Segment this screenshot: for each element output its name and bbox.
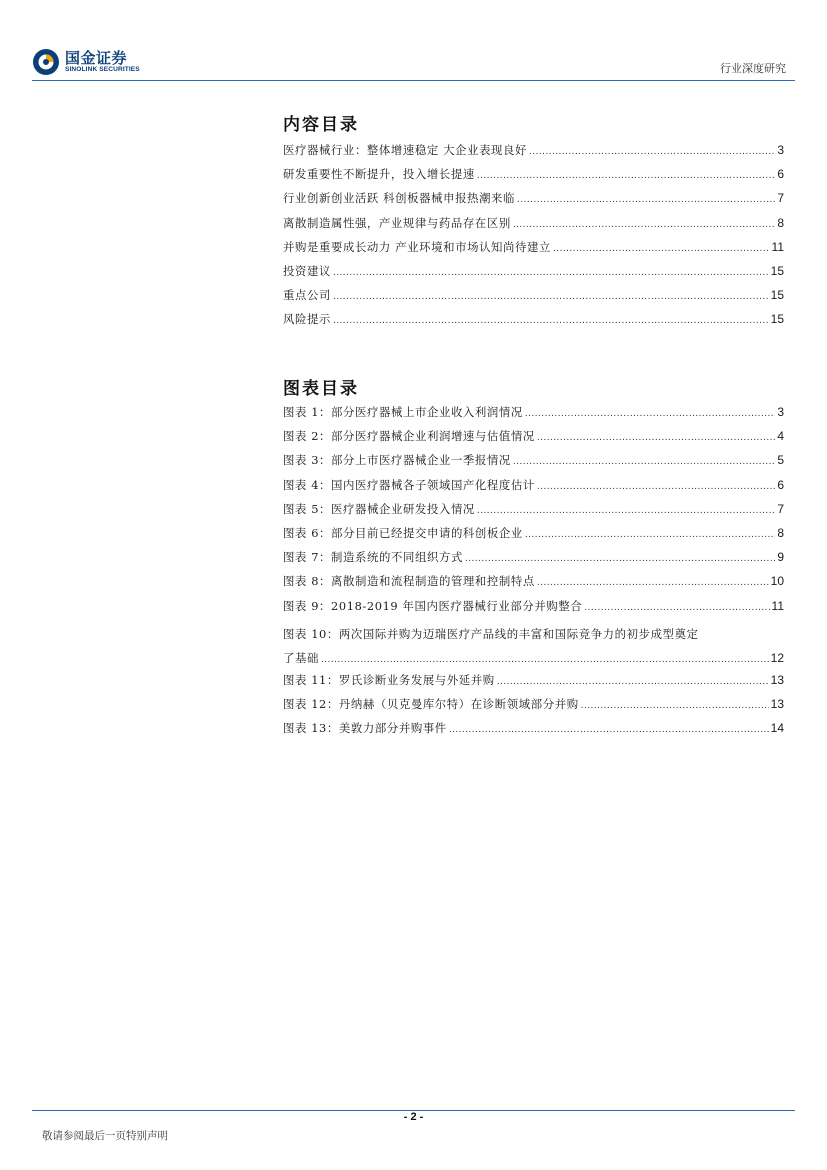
figure-entry-13[interactable] <box>283 720 784 744</box>
figure-entry-text: 图表 1：部分医疗器械上市企业收入利润情况 <box>283 405 523 419</box>
toc-entry-4[interactable] <box>283 215 784 239</box>
figure-entry-page: 5 <box>777 453 784 468</box>
page-number: - 2 - <box>403 1111 424 1123</box>
dot-leader <box>581 700 769 711</box>
figure-entry-text: 图表 8：离散制造和流程制造的管理和控制特点 <box>283 574 535 589</box>
figure-entry-7[interactable] <box>283 549 784 573</box>
figure-entry-text: 图表 13：美敦力部分并购事件 <box>283 721 447 736</box>
toc-entry-text: 医疗器械行业：整体增速稳定 大企业表现良好 <box>283 143 528 157</box>
figure-entry-page: 7 <box>777 501 784 516</box>
dot-leader <box>584 602 769 613</box>
dot-leader <box>513 219 775 230</box>
dot-leader <box>537 432 775 443</box>
figure-entry-page: 6 <box>777 477 784 492</box>
toc-entry-text: 投资建议 <box>283 263 331 278</box>
figure-entry-10[interactable] <box>283 622 784 672</box>
dot-leader <box>525 408 775 419</box>
toc-entry-page: 15 <box>770 288 784 303</box>
figure-entry-text: 图表 10：两次国际并购为迈瑞医疗产品线的丰富和国际竞争力的初步成型奠定 <box>283 626 699 641</box>
report-category: 行业深度研究 <box>720 62 786 75</box>
toc-entry-text: 行业创新创业活跃 科创板器械申报热潮来临 <box>283 191 516 206</box>
figure-entry-text: 图表 7：制造系统的不同组织方式 <box>283 550 463 565</box>
figures-title: 图表目录 <box>283 379 359 399</box>
figure-entry-text: 图表 4：国内医疗器械各子领域国产化程度估计 <box>283 477 535 492</box>
figure-entry-text: 图表 12：丹纳赫（贝克曼库尔特）在诊断领域部分并购 <box>283 697 579 712</box>
toc-entry-page: 6 <box>777 167 784 182</box>
figure-entry-text-continued: 了基础 <box>283 650 319 665</box>
figure-entry-2[interactable] <box>283 428 784 452</box>
toc-entry-7[interactable] <box>283 287 784 311</box>
figure-entry-page: 4 <box>777 429 784 444</box>
footer-disclaimer: 敬请参阅最后一页特别声明 <box>42 1130 168 1142</box>
toc-entry-3[interactable] <box>283 190 784 214</box>
toc-entry-text: 离散制造属性强，产业规律与药品存在区别 <box>283 215 511 230</box>
figure-entry-page: 10 <box>770 574 784 589</box>
dot-leader <box>525 529 775 540</box>
toc-entry-2[interactable] <box>283 166 784 190</box>
figures-list <box>283 404 784 745</box>
figure-entry-8[interactable] <box>283 573 784 597</box>
figure-entry-page: 13 <box>770 697 784 712</box>
figure-entry-9[interactable] <box>283 598 784 622</box>
company-logo <box>32 48 162 78</box>
toc-entry-page: 11 <box>771 239 784 254</box>
toc-entry-page: 8 <box>777 215 784 230</box>
toc-entry-6[interactable] <box>283 263 784 287</box>
figure-entry-text: 图表 6：部分目前已经提交申请的科创板企业 <box>283 525 523 540</box>
dot-leader <box>321 648 769 672</box>
figure-entry-3[interactable] <box>283 452 784 476</box>
contents-title: 内容目录 <box>283 115 359 135</box>
dot-leader <box>449 724 769 735</box>
dot-leader <box>517 194 775 205</box>
figure-entry-text: 图表 9：2018-2019 年国内医疗器械行业部分并购整合 <box>283 598 583 613</box>
toc-entry-text: 风险提示 <box>283 312 331 327</box>
figure-entry-continuation <box>283 646 784 672</box>
dot-leader <box>537 481 775 492</box>
dot-leader <box>477 170 775 181</box>
toc-entry-page: 7 <box>777 191 784 206</box>
figure-entry-page: 12 <box>770 650 784 665</box>
dot-leader <box>333 291 769 302</box>
toc-entry-page: 15 <box>770 263 784 278</box>
figure-entry-text: 图表 3：部分上市医疗器械企业一季报情况 <box>283 453 511 468</box>
figure-entry-6[interactable] <box>283 525 784 549</box>
dot-leader <box>513 456 775 467</box>
dot-leader <box>465 553 775 564</box>
figure-entry-page: 13 <box>770 673 784 688</box>
dot-leader <box>537 577 769 588</box>
toc-entry-page: 3 <box>777 143 784 157</box>
toc-entry-8[interactable] <box>283 311 784 335</box>
dot-leader <box>333 315 769 326</box>
figure-entry-page: 3 <box>777 405 784 419</box>
figure-entry-text: 图表 2：部分医疗器械企业利润增速与估值情况 <box>283 429 535 444</box>
figure-entry-page: 11 <box>771 598 784 613</box>
figure-entry-page: 8 <box>777 525 784 540</box>
contents-list <box>283 142 784 336</box>
dot-leader <box>529 146 775 157</box>
figure-entry-1[interactable] <box>283 404 784 428</box>
toc-entry-text: 并购是重要成长动力 产业环境和市场认知尚待建立 <box>283 239 552 254</box>
figure-entry-text: 图表 11：罗氏诊断业务发展与外延并购 <box>283 673 495 688</box>
figure-entry-5[interactable] <box>283 501 784 525</box>
toc-entry-5[interactable] <box>283 239 784 263</box>
toc-entry-1[interactable] <box>283 142 784 166</box>
toc-entry-text: 研发重要性不断提升，投入增长提速 <box>283 167 475 182</box>
dot-leader <box>477 505 775 516</box>
header-divider <box>32 80 795 81</box>
logo-english-name: SINOLINK SECURITIES <box>65 66 140 73</box>
dot-leader <box>553 243 770 254</box>
figure-entry-page: 9 <box>777 550 784 565</box>
figure-entry-11[interactable] <box>283 672 784 696</box>
logo-chinese-name: 国金证券 <box>65 49 128 67</box>
dot-leader <box>333 267 769 278</box>
figure-entry-12[interactable] <box>283 696 784 720</box>
toc-entry-text: 重点公司 <box>283 288 331 303</box>
figure-entry-4[interactable] <box>283 477 784 501</box>
figure-entry-text: 图表 5：医疗器械企业研发投入情况 <box>283 501 475 516</box>
dot-leader <box>497 676 769 687</box>
sinolink-logo-icon <box>32 48 60 76</box>
figure-entry-page: 14 <box>770 721 784 736</box>
toc-entry-page: 15 <box>770 312 784 327</box>
